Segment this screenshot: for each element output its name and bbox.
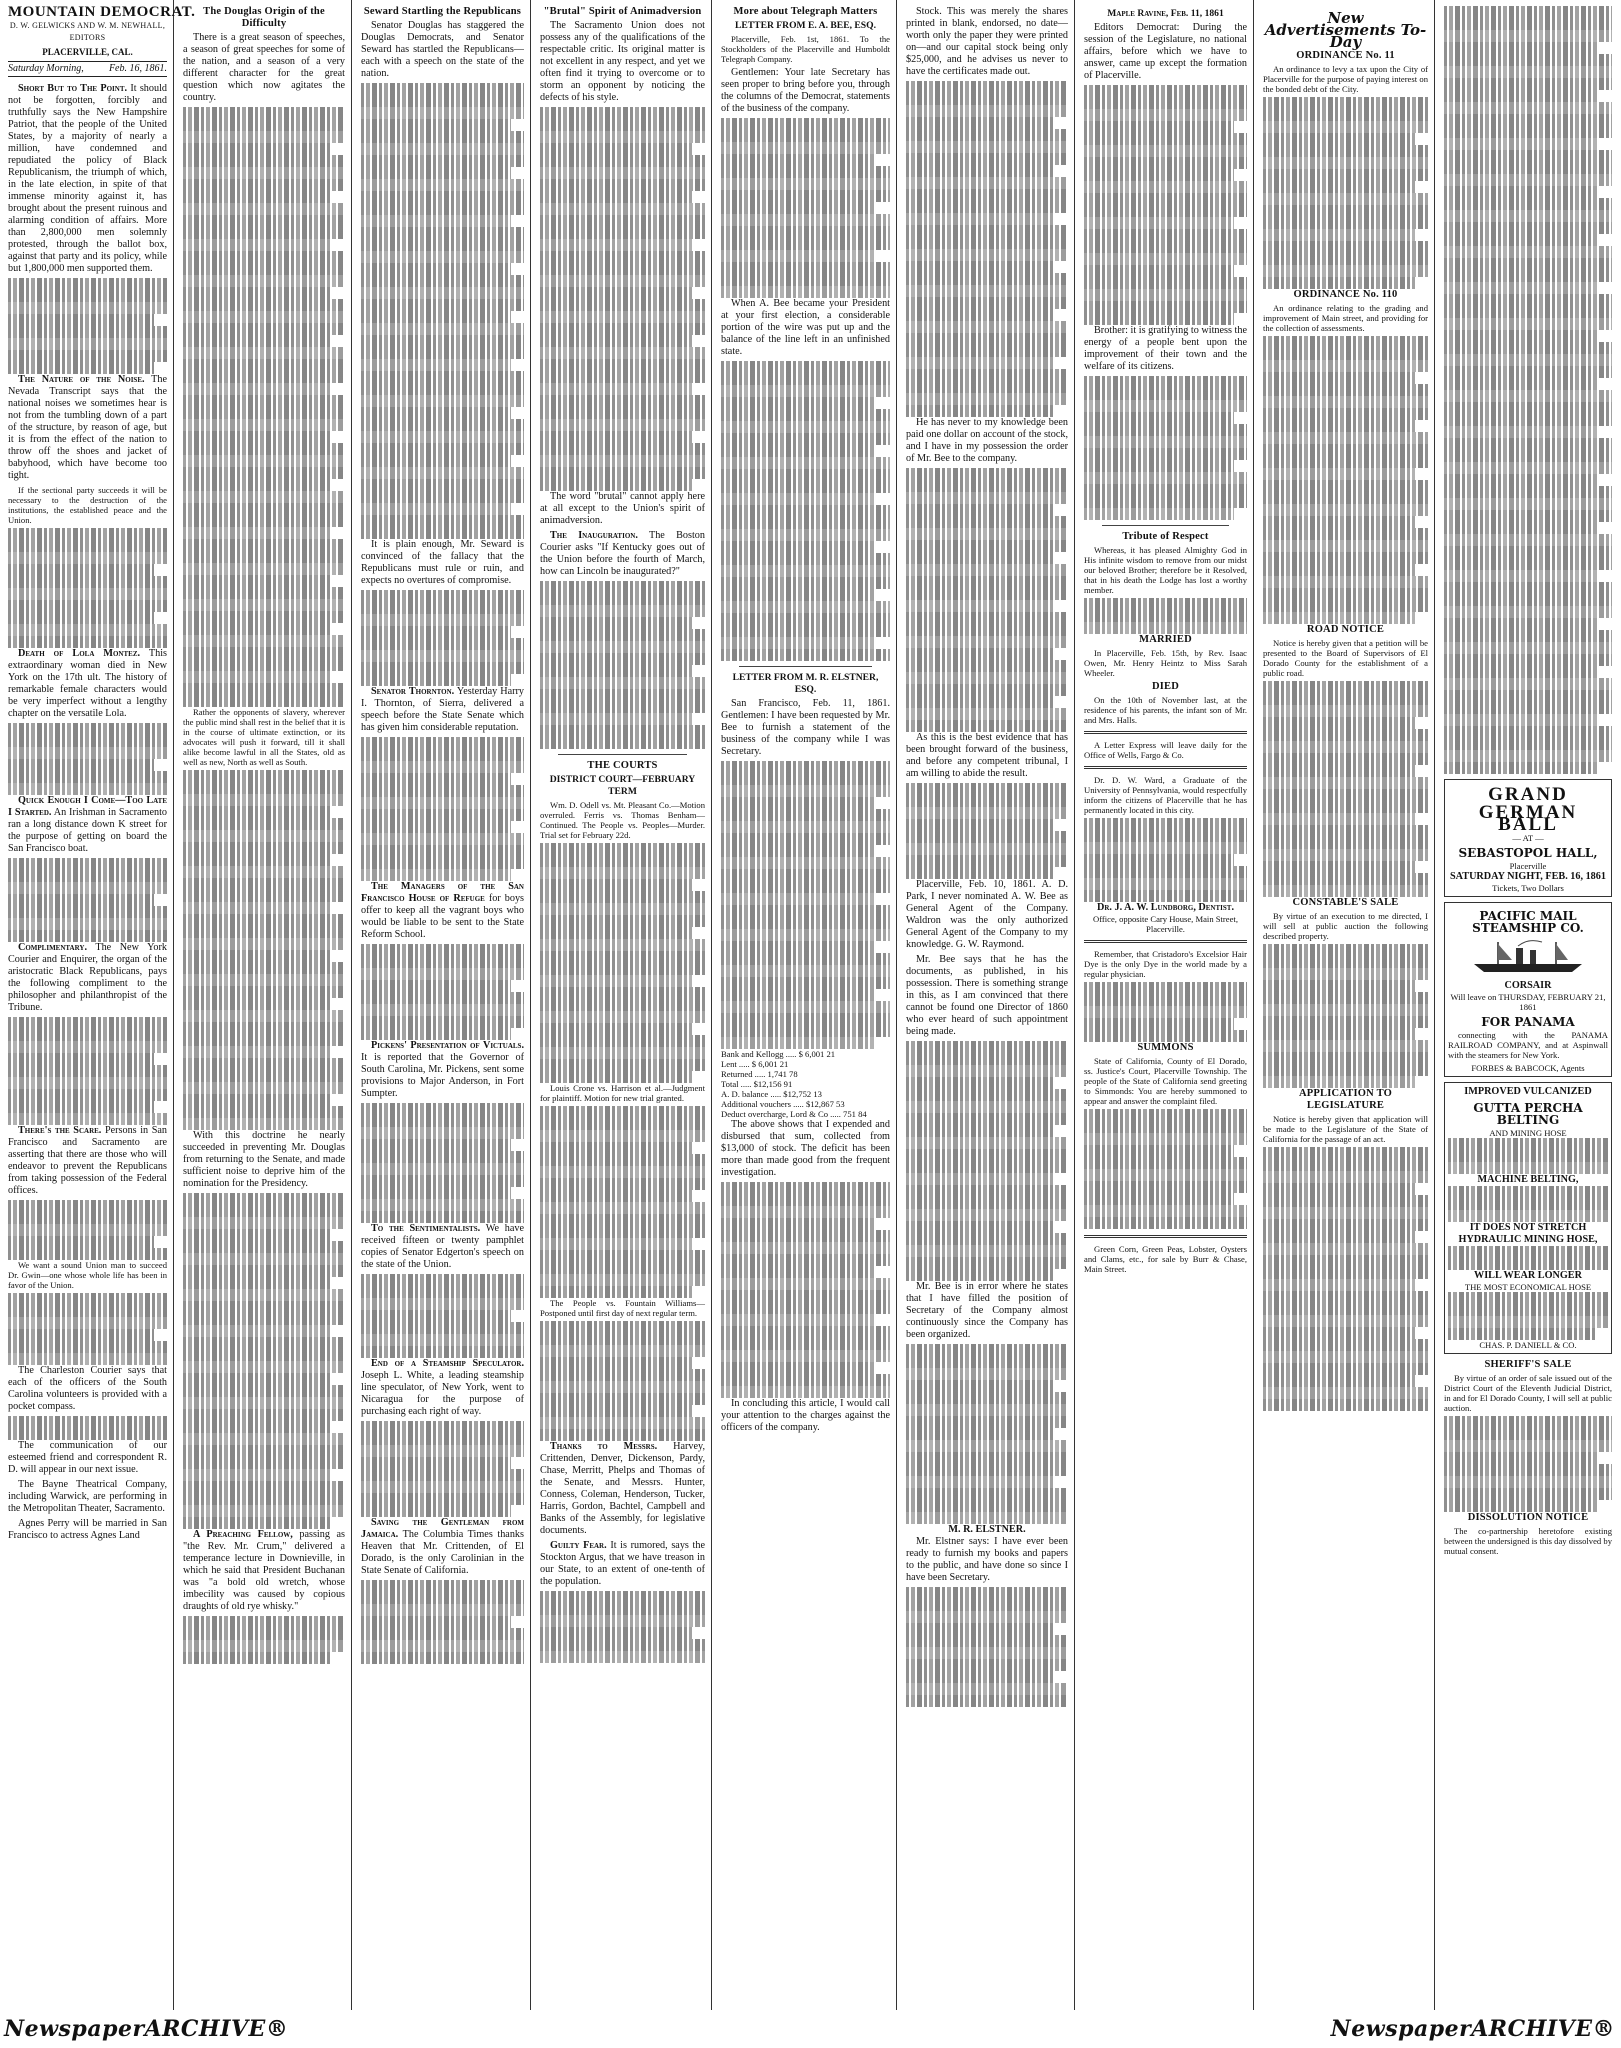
account-row: Returned ..... 1,741 78	[721, 1069, 798, 1079]
letter-heading: Maple Ravine, Feb. 11, 1861	[1107, 8, 1224, 19]
article-paragraph: We want a sound Union man to succeed Dr. Gwin—one whose whole life has been in favor of the Union.	[8, 1260, 167, 1290]
article-paragraph: Brother: it is gratifying to witness the energy of a people bent upon the improvement of their town and the welfare of its citizens.	[1084, 325, 1247, 372]
article-paragraph	[361, 881, 524, 941]
article-paragraph: The above shows that I expended and disbursed that sum, collected from $13,000 of stock. The deficit has been more than made good from the frequent investigation.	[721, 1119, 890, 1178]
article-paragraph: Agnes Perry will be married in San Francisco to actress Agnes Land	[8, 1518, 167, 1541]
legal-notice: By virtue of an order of sale issued out of the District Court of the Eleventh Judicial District, in and for El Dorado County, I will sell at public auction.	[1444, 1373, 1612, 1413]
ad-text: Office, opposite Cary House, Main Street, Placerville.	[1093, 914, 1238, 934]
text-filler	[1263, 336, 1428, 624]
article-text: This extraordinary woman died in New York on the 17th ult. The history of remarkable female characters would be very imperfect without a lengthy chapter on the versatile Lola.	[8, 648, 167, 719]
court-entry: Wm. D. Odell vs. Mt. Pleasant Co.—Motion overruled. Ferris vs. Thomas Benham—Continued. The People vs. Peoples—Murder. Trial set for February 22d.	[540, 800, 705, 840]
article-paragraph	[361, 1040, 524, 1100]
notice-title: CONSTABLE'S SALE	[1292, 897, 1399, 908]
ball-town: Placerville	[1509, 861, 1547, 871]
text-filler	[1448, 1246, 1608, 1270]
section-headline: SUMMONS	[1137, 1042, 1194, 1053]
column-2	[177, 0, 352, 2010]
article-paragraph: Senator Douglas has staggered the Douglas Democrats, and Senator Seward has startled the Republicans—each with a speech on the state of the nation.	[361, 20, 524, 79]
article-headline: "Brutal" Spirit of Animadversion	[543, 6, 702, 17]
steamship-agents: FORBES & BABCOCK, Agents	[1471, 1063, 1585, 1073]
text-filler	[361, 1580, 524, 1664]
belting-advertisement	[1444, 1082, 1612, 1354]
ad-rule	[1084, 940, 1247, 943]
text-filler	[540, 1106, 705, 1298]
ball-title: GERMAN BALL	[1478, 802, 1578, 835]
article-text: An Irishman in Sacramento ran a long distance down K street for the purpose of getting on board the San Francisco boat.	[8, 807, 167, 854]
steamship-text: connecting with the PANAMA RAILROAD COMPANY, and at Aspinwall with the steamers for New York.	[1448, 1030, 1608, 1060]
article-paragraph	[183, 1529, 345, 1613]
text-filler	[1263, 1147, 1428, 1411]
article-lead: The Nature of the Noise.	[18, 374, 145, 385]
article-paragraph: Editors Democrat: During the session of the Legislature, no national affairs, before which we have to answer, came up except the formation of Placerville.	[1084, 22, 1247, 81]
text-filler	[8, 278, 167, 374]
ball-tickets: Tickets, Two Dollars	[1492, 883, 1564, 893]
text-filler	[361, 83, 524, 539]
text-filler	[1448, 1138, 1608, 1174]
text-filler	[361, 737, 524, 881]
article-text: We have received fifteen or twenty pamphlet copies of Senator Edgerton's speech on the state of the Union.	[361, 1223, 524, 1270]
text-filler	[1084, 818, 1247, 902]
masthead-date: Feb. 16, 1861.	[108, 63, 167, 74]
ad-rule	[1084, 766, 1247, 769]
article-text: Joseph L. White, a leading steamship line speculator, of New York, went to Nicaragua for the purpose of purchasing each right of way.	[361, 1370, 524, 1417]
column-6	[900, 0, 1075, 2010]
masthead-editors: D. W. GELWICKS AND W. M. NEWHALL, EDITORS	[9, 21, 166, 42]
account-row: A. D. balance ..... $12,752 13	[721, 1089, 822, 1099]
article-paragraph: He has never to my knowledge been paid one dollar on account of the stock, and I have in my possession the order of Mr. Bee to the company.	[906, 417, 1068, 464]
article-paragraph: Stock. This was merely the shares printed in blank, endorsed, no date—worth only the paper they were printed on—and our capital stock being only $25,000, and he advises us never to have the certificates made out.	[906, 6, 1068, 77]
article-paragraph: With this doctrine he nearly succeeded in preventing Mr. Douglas from returning to the Senate, and made sufficient noise to deprive him of the nomination for the Presidency.	[183, 1130, 345, 1189]
account-row: Deduct overcharge, Lord & Co ..... 751 84	[721, 1109, 867, 1119]
article-lead: Death of Lola Montez.	[18, 648, 141, 659]
ad-text: Remember, that Cristadoro's Excelsior Hair Dye is the only Dye in the world made by a regular physician.	[1084, 949, 1247, 979]
masthead-place: PLACERVILLE, CAL.	[42, 47, 133, 57]
section-subhead: DISTRICT COURT—FEBRUARY TERM	[549, 774, 696, 797]
article-paragraph: The communication of our esteemed friend and correspondent R. D. will appear in our next issue.	[8, 1440, 167, 1475]
article-paragraph	[361, 686, 524, 734]
article-paragraph: Placerville, Feb. 10, 1861. A. D. Park, I never nominated A. W. Bee as General Agent of the Company. Waldron was the only authorized General Agent of the Company to my knowledge. G. W. Raymond.	[906, 879, 1068, 950]
article-text: The Nevada Transcript says that the national noises we sometimes hear is not from the tumbling down of a part of the structure, by reason of age, but it is from the effect of the nation to throw off the shoes and jacket of babyhood, which have become too tight.	[8, 374, 167, 481]
article-paragraph: In concluding this article, I would call your attention to the charges against the officers of the company.	[721, 1398, 890, 1433]
notice-text: Notice is hereby given that application will be made to the Legislature of the State of California for the passage of an act.	[1263, 1114, 1428, 1144]
text-filler	[1084, 376, 1247, 520]
text-filler	[721, 761, 890, 1049]
article-lead: The Managers of the San Francisco House of Refuge	[361, 881, 524, 904]
legal-notice: The co-partnership heretofore existing between the undersigned is this day dissolved by mutual consent.	[1444, 1526, 1612, 1556]
text-filler	[906, 468, 1068, 732]
ad-rule	[1084, 731, 1247, 734]
text-filler	[1448, 1292, 1608, 1340]
article-text: It is rumored, says the Stockton Argus, that we have treason in our State, to an extent of one-tenth of the population.	[540, 1540, 705, 1587]
notice-title: APPLICATION TO LEGISLATURE	[1299, 1088, 1392, 1111]
article-paragraph	[540, 1540, 705, 1588]
text-filler	[721, 361, 890, 661]
article-headline: More about Telegraph Matters	[733, 6, 878, 17]
court-entry: Louis Crone vs. Harrison et al.—Judgment for plaintiff. Motion for new trial granted.	[540, 1083, 705, 1103]
article-paragraph: San Francisco, Feb. 11, 1861. Gentlemen: I have been requested by Mr. Bee to furnish a statement of the business of the company while I was Secretary.	[721, 698, 890, 757]
notice-entry: In Placerville, Feb. 15th, by Rev. Isaac Owen, Mr. Henry Heintz to Miss Sarah Wheeler.	[1084, 648, 1247, 678]
article-paragraph: If the sectional party succeeds it will be necessary to the destruction of the institutions, the established peace and the Union.	[8, 485, 167, 525]
article-paragraph: Rather the opponents of slavery, wherever the public mind shall rest in the belief that it is in the course of ultimate extinction, or its advocates will push it forward, till it shall alike become lawful in all the States, old as well as new, North as well as South.	[183, 707, 345, 767]
section-rule	[558, 754, 687, 755]
article-paragraph	[361, 1517, 524, 1577]
steamship-name: CORSAIR	[1504, 980, 1552, 991]
ball-hall: SEBASTOPOL HALL,	[1458, 846, 1598, 860]
ball-grand: GRAND	[1488, 784, 1568, 805]
ad-text: A Letter Express will leave daily for the Office of Wells, Fargo & Co.	[1084, 740, 1247, 760]
text-filler	[8, 858, 167, 942]
article-text: It should not be forgotten, forcibly and truthfully says the New Hampshire Patriot, that the people of the United States, by a majority of nearly a million, have condemned and repudiated the policy of Black Republicanism, the triumph of which, in the late election, in spite of that immense minority against it, has brought about the present ruinous and alarming condition of affairs. More than 2,800,000 men solemnly protested, through the ballot box, against that party and its policy, while but 1,800,000 men supported them.	[8, 83, 167, 274]
notice-entry: On the 10th of November last, at the residence of his parents, the infant son of Mr. and Mrs. Halls.	[1084, 695, 1247, 725]
text-filler	[1084, 598, 1247, 634]
text-filler	[8, 1293, 167, 1365]
article-paragraph: The Charleston Courier says that each of the officers of the South Carolina volunteers is provided with a pocket compass.	[8, 1365, 167, 1412]
text-filler	[540, 107, 705, 491]
archive-watermark-left: NewspaperARCHIVE®	[4, 2016, 289, 2042]
section-headline: DISSOLUTION NOTICE	[1467, 1512, 1589, 1523]
account-row: Lent ..... $ 6,001 21	[721, 1059, 789, 1069]
ordinance-title: ORDINANCE No. 110	[1293, 289, 1398, 300]
article-lead: Thanks to Messrs.	[550, 1441, 658, 1452]
article-lead: End of a Steamship Speculator.	[371, 1358, 524, 1369]
section-rule	[1102, 525, 1229, 526]
text-filler	[540, 1591, 705, 1663]
account-row: Additional vouchers ..... $12,867 53	[721, 1099, 845, 1109]
ball-advertisement	[1444, 779, 1612, 897]
article-lead: Quick Enough I Come—Too Late I Started.	[8, 795, 167, 818]
masthead-title: MOUNTAIN DEMOCRAT.	[8, 4, 196, 20]
text-filler	[183, 770, 345, 1130]
text-filler	[540, 1321, 705, 1441]
text-filler	[361, 590, 524, 686]
article-paragraph: Mr. Bee is in error where he states that I have filled the position of Secretary of the Company almost continuously since the Company has been organized.	[906, 1281, 1068, 1340]
article-text: The Boston Courier asks "If Kentucky goes out of the Union before the fourth of March, how can Lincoln be inaugurated?"	[540, 530, 705, 577]
article-lead: Short But to The Point.	[18, 83, 128, 94]
belting-line: MACHINE BELTING,	[1477, 1174, 1579, 1185]
article-headline: Seward Startling the Republicans	[363, 6, 522, 17]
article-paragraph	[8, 1125, 167, 1197]
article-text: passing as "the Rev. Mr. Crum," delivered a temperance lecture in Downieville, in which he said that President Buchanan was "a bold old wretch, whose imbecility was caused by copious draughts of old rye whisky."	[183, 1529, 345, 1612]
article-lead: A Preaching Fellow,	[193, 1529, 293, 1540]
text-filler	[906, 1587, 1068, 1707]
article-text: Harvey, Crittenden, Denver, Dickenson, Pardy, Chase, Merritt, Phelps and Thomas of the Senate, and Messrs. Hunter, Conness, Coleman, Henderson, Tucker, Harris, Gordon, Bachtel, Campbell and Banks of the Assembly, for legislative documents.	[540, 1441, 706, 1536]
account-row: Total ..... $12,156 91	[721, 1079, 793, 1089]
belting-sub: AND MINING HOSE	[1489, 1128, 1567, 1138]
text-filler	[1084, 1109, 1247, 1229]
court-entry: The People vs. Fountain Williams—Postponed until first day of next regular term.	[540, 1298, 705, 1318]
article-paragraph: Placerville, Feb. 1st, 1861. To the Stockholders of the Placerville and Humboldt Telegraph Company.	[721, 34, 890, 64]
article-paragraph	[8, 83, 167, 275]
article-lead: There's the Scare.	[18, 1125, 102, 1136]
steamship-icon	[1468, 938, 1588, 976]
article-lead: Guilty Fear.	[550, 1540, 607, 1551]
article-lead: Complimentary.	[18, 942, 88, 953]
belting-kicker: IMPROVED VULCANIZED	[1464, 1086, 1592, 1097]
ball-at: — AT —	[1512, 833, 1544, 843]
article-text: Yesterday Harry I. Thornton, of Sierra, delivered a speech before the State Senate which has given him considerable reputation.	[361, 686, 525, 733]
article-text: The Columbia Times thanks Heaven that Mr. Crittenden, of El Dorado, is the only Carolinian in the State Senate of California.	[361, 1529, 524, 1576]
column-4	[534, 0, 712, 2010]
belting-line: IT DOES NOT STRETCH	[1469, 1222, 1587, 1233]
article-lead: To the Sentimentalists.	[371, 1223, 481, 1234]
column-8	[1257, 0, 1435, 2010]
text-filler	[721, 118, 890, 298]
text-filler	[721, 1182, 890, 1398]
article-lead: Saving the Gentleman from Jamaica.	[361, 1517, 524, 1540]
article-lead: The Inauguration.	[550, 530, 638, 541]
article-lead: Pickens' Presentation of Victuals.	[371, 1040, 524, 1051]
masthead-dateline	[8, 61, 167, 77]
article-text: The New York Courier and Enquirer, the organ of the aristocratic Black Republicans, pays the following compliment to the philosopher and philanthropist of the Tribune.	[8, 942, 167, 1013]
steamship-destination: FOR PANAMA	[1481, 1015, 1575, 1029]
article-paragraph	[540, 530, 705, 578]
belting-line: HYDRAULIC MINING HOSE,	[1458, 1234, 1598, 1245]
legal-notice: State of California, County of El Dorado, ss. Justice's Court, Placerville Township. The people of the State of California send greeting to Simmonds: You are hereby summoned to appear and answer the complaint filed.	[1084, 1056, 1247, 1106]
text-filler	[1084, 85, 1247, 325]
column-9	[1438, 0, 1618, 2010]
text-filler	[183, 1193, 345, 1529]
ad-title: Dr. J. A. W. Lundborg, Dentist.	[1097, 902, 1234, 913]
article-headline: The Douglas Origin of the Difficulty	[203, 6, 325, 29]
text-filler	[8, 528, 167, 648]
belting-agent: CHAS. P. DANIELL & CO.	[1479, 1340, 1577, 1350]
text-filler	[906, 1344, 1068, 1524]
text-filler	[1448, 1186, 1608, 1222]
article-paragraph	[540, 1441, 705, 1537]
belting-title: GUTTA PERCHA BELTING	[1473, 1101, 1583, 1127]
notice-text: By virtue of an execution to me directed, I will sell at public auction the following described property.	[1263, 911, 1428, 941]
text-filler	[906, 783, 1068, 879]
text-filler	[1444, 6, 1612, 774]
ad-rule	[1084, 1235, 1247, 1238]
text-filler	[906, 81, 1068, 417]
text-filler	[8, 1416, 167, 1440]
article-paragraph: The Bayne Theatrical Company, including Warwick, are performing in the Metropolitan Theater, Sacramento.	[8, 1479, 167, 1514]
article-paragraph	[361, 1223, 524, 1271]
text-filler	[1263, 944, 1428, 1088]
article-text: Persons in San Francisco and Sacramento are asserting that there are those who will endeavor to prevent the Republicans from taking possession of the Federal offices.	[8, 1125, 168, 1196]
belting-line: WILL WEAR LONGER	[1474, 1270, 1582, 1281]
article-paragraph	[8, 374, 167, 482]
archive-watermark-right: NewspaperARCHIVE®	[1330, 2016, 1615, 2042]
article-paragraph	[8, 648, 167, 720]
text-filler	[906, 1041, 1068, 1281]
text-filler	[361, 1421, 524, 1517]
text-filler	[183, 1616, 345, 1664]
ordinance-text: An ordinance to levy a tax upon the City of Placerville for the purpose of paying interest on the bonded debt of the City.	[1263, 64, 1428, 94]
article-paragraph	[8, 795, 167, 855]
text-filler	[1263, 97, 1428, 289]
letter-signature: M. R. ELSTNER.	[948, 1524, 1026, 1535]
account-table	[721, 1049, 890, 1119]
letter-heading: LETTER FROM M. R. ELSTNER, ESQ.	[732, 672, 879, 695]
article-paragraph: It is plain enough, Mr. Seward is convinced of the fallacy that the Republicans must rule or ruin, and expects no overtures of compromise.	[361, 539, 524, 586]
section-rule	[739, 666, 872, 667]
text-filler	[540, 843, 705, 1083]
section-headline: MARRIED	[1139, 634, 1192, 645]
column-1	[2, 0, 196, 2010]
section-headline: SHERIFF'S SALE	[1484, 1359, 1572, 1370]
column-3	[355, 0, 531, 2010]
notice-text: Notice is hereby given that a petition will be presented to the Board of Supervisors of El Dorado County for the establishment of a public road.	[1263, 638, 1428, 678]
notice-title: ROAD NOTICE	[1306, 624, 1385, 635]
text-filler	[361, 1274, 524, 1358]
text-filler	[8, 1200, 167, 1260]
section-headline: Tribute of Respect	[1122, 531, 1209, 542]
article-paragraph: There is a great season of speeches, a season of great speeches for some of the nation, and a season of a very different character for the great question which now agitates the country.	[183, 32, 345, 103]
masthead-day: Saturday Morning,	[8, 63, 84, 74]
steamship-advertisement	[1444, 902, 1612, 1077]
article-paragraph: Gentlemen: Your late Secretary has seen proper to bring before you, through the columns of the Democrat, statements of the business of the company.	[721, 67, 890, 114]
article-lead: Senator Thornton.	[371, 686, 455, 697]
column-7	[1078, 0, 1254, 2010]
article-text: for boys offer to keep all the vagrant boys who would be liable to be sent to the State Reform School.	[361, 893, 525, 940]
article-paragraph: Whereas, it has pleased Almighty God in His infinite wisdom to remove from our midst our beloved Brother; therefore be it Resolved, that in his death the Lodge has lost a worthy member.	[1084, 545, 1247, 595]
article-paragraph	[361, 1358, 524, 1418]
ad-text: Green Corn, Green Peas, Lobster, Oysters and Clams, etc., for sale by Burr & Chase, Main Street.	[1084, 1244, 1247, 1274]
article-paragraph: Mr. Bee says that he has the documents, as published, in his possession. There is something strange in this, as I am convinced that there cannot be found one Director of 1860 who ever heard of such appointment being made.	[906, 954, 1068, 1037]
article-paragraph: The word "brutal" cannot apply here at all except to the Union's spirit of animadversion.	[540, 491, 705, 526]
text-filler	[183, 107, 345, 707]
text-filler	[540, 581, 705, 749]
account-row: Bank and Kellogg ..... $ 6,001 21	[721, 1049, 836, 1059]
article-paragraph: The Sacramento Union does not possess any of the qualifications of the respectable critic. Its original matter is not excellent in any respect, and yet we often find it trying to overcome or to storm an opponent by noticing the defects of his style.	[540, 20, 705, 103]
text-filler	[1263, 681, 1428, 897]
steamship-date: Will leave on THURSDAY, FEBRUARY 21, 1861	[1450, 992, 1606, 1012]
section-headline: DIED	[1151, 681, 1180, 692]
ball-date: SATURDAY NIGHT, FEB. 16, 1861	[1450, 871, 1606, 882]
section-headline: THE COURTS	[587, 760, 658, 771]
article-paragraph	[8, 942, 167, 1014]
text-filler	[361, 1103, 524, 1223]
ordinance-text: An ordinance relating to the grading and improvement of Main street, and providing for the collection of assessments.	[1263, 303, 1428, 333]
ordinance-title: ORDINANCE No. 11	[1296, 50, 1395, 61]
article-text: It is reported that the Governor of South Carolina, Mr. Pickens, sent some provisions to Major Anderson, in Fort Sumpter.	[361, 1052, 524, 1099]
belting-line: THE MOST ECONOMICAL HOSE	[1464, 1282, 1592, 1292]
steamship-company: PACIFIC MAIL STEAMSHIP CO.	[1472, 909, 1584, 935]
text-filler	[1084, 982, 1247, 1042]
article-paragraph: When A. Bee became your President at your first election, a considerable portion of the wire was put up and the balance of the line left in an unfinished state.	[721, 298, 890, 357]
ad-text: Dr. D. W. Ward, a Graduate of the University of Pennsylvania, would respectfully inform the citizens of Placerville that he has permanently located in this city.	[1084, 775, 1247, 815]
text-filler	[8, 1017, 167, 1125]
letter-heading: LETTER FROM E. A. BEE, ESQ.	[734, 20, 876, 31]
text-filler	[1444, 1416, 1612, 1512]
article-paragraph: As this is the best evidence that has been brought forward of the business, and before any competent tribunal, I am willing to abide the result.	[906, 732, 1068, 779]
text-filler	[361, 944, 524, 1040]
ads-section-title: New Advertisements To-Day	[1264, 9, 1427, 51]
column-5	[715, 0, 897, 2010]
article-paragraph: Mr. Elstner says: I have ever been ready to furnish my books and papers to the public, and have done so since I have been Secretary.	[906, 1536, 1068, 1583]
text-filler	[8, 723, 167, 795]
